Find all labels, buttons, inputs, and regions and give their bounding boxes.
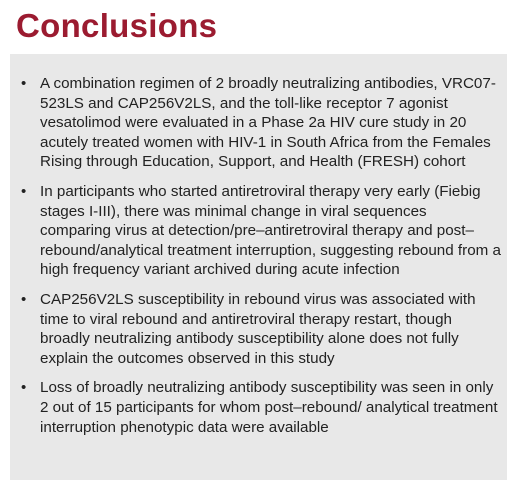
conclusion-item bbox=[10, 74, 507, 172]
conclusions-list bbox=[10, 74, 507, 447]
conclusion-item bbox=[10, 182, 507, 280]
conclusion-item bbox=[10, 290, 507, 368]
bullet-marker: • bbox=[21, 379, 27, 397]
bullet-marker: • bbox=[21, 75, 27, 92]
bullet-marker: • bbox=[21, 182, 27, 200]
conclusions-panel bbox=[10, 54, 507, 480]
conclusion-text: Loss of broadly neutralizing antibody susceptibility was seen in only 2 out of 15 participants for whom post–rebound/ analytical treatment interruption phenotypic data were available bbox=[40, 379, 498, 436]
conclusion-text: A combination regimen of 2 broadly neutralizing antibodies, VRC07-523LS and CAP256V2LS, and the toll-like receptor 7 agonist vesatolimod were evaluated in a Phase 2a HIV cure study in 20 acutely treated women with HIV-1 in South Africa from the Females Rising through Education, Support, and Health (FRESH) cohort bbox=[40, 75, 496, 171]
conclusion-text: In participants who started antiretroviral therapy very early (Fiebig stages I-III), there was minimal change in viral sequences comparing virus at detection/pre–antiretroviral therapy and post–rebound/analytical treatment interruption, suggesting rebound from a high frequency variant archived during acute infection bbox=[40, 182, 501, 279]
page-title: Conclusions bbox=[16, 7, 218, 44]
bullet-marker: • bbox=[21, 290, 27, 308]
conclusion-item bbox=[10, 378, 507, 437]
conclusion-text: CAP256V2LS susceptibility in rebound virus was associated with time to viral rebound and antiretroviral therapy restart, though broadly neutralizing antibody susceptibility alone does not fully explain the outcomes observed in this study bbox=[40, 290, 476, 367]
